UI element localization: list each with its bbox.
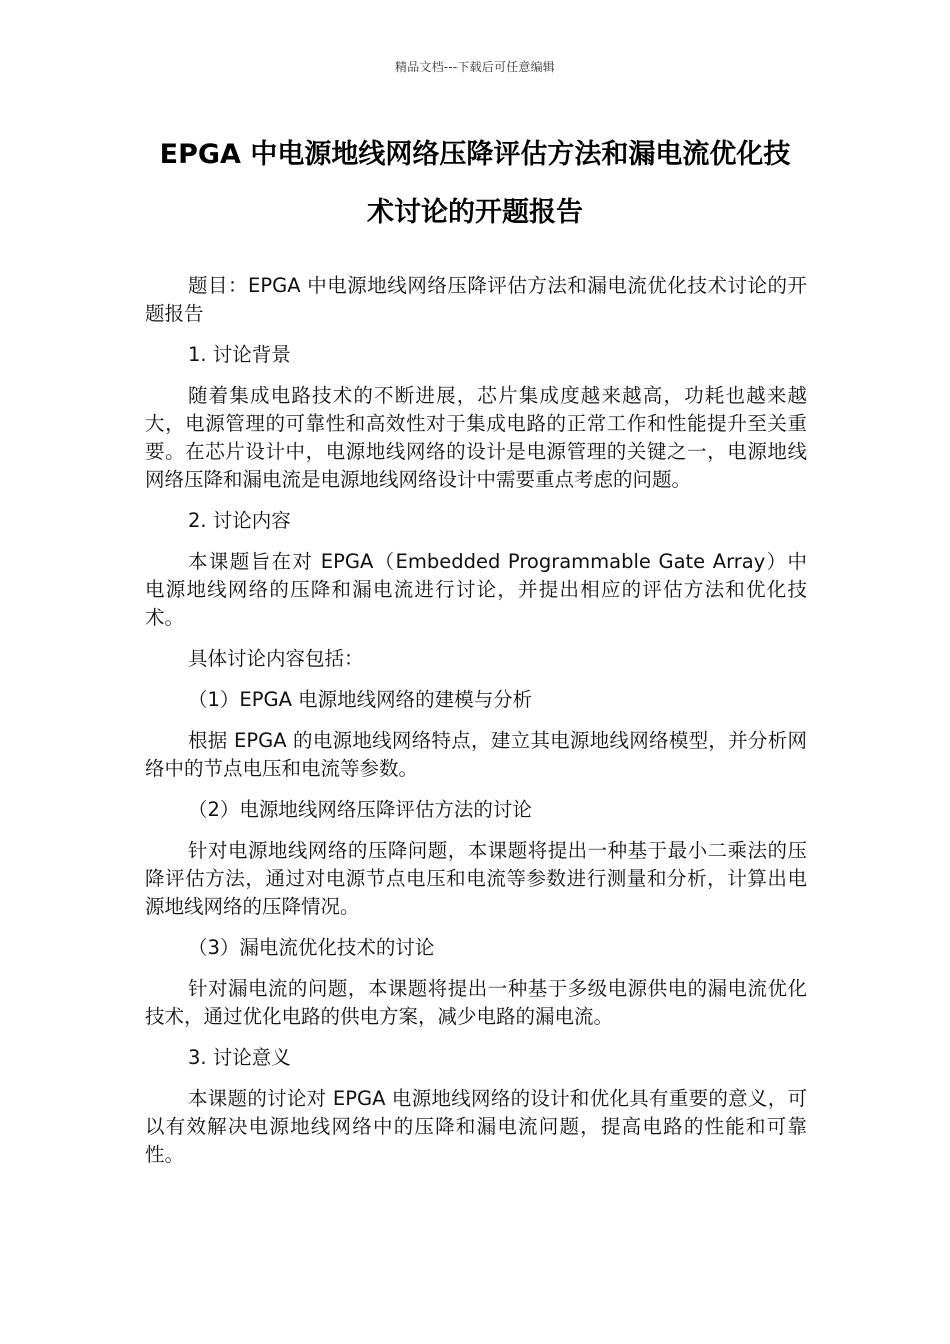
- section-heading-background: 1. 讨论背景: [188, 343, 291, 366]
- subsection-heading-3: （3）漏电流优化技术的讨论: [188, 936, 435, 959]
- subsection-heading-2: （2）电源地线网络压降评估方法的讨论: [188, 798, 532, 821]
- content-intro-paragraph: 本课题旨在对 EPGA（Embedded Programmable Gate Array）中电源地线网络的压降和漏电流进行讨论，并提出相应的评估方法和优化技术。: [145, 550, 807, 629]
- subsection-paragraph-1: 根据 EPGA 的电源地线网络特点，建立其电源地线网络模型，并分析网络中的节点电压和电流等参数。: [145, 729, 807, 780]
- document-title-line-1: EPGA 中电源地线网络压降评估方法和漏电流优化技: [159, 139, 791, 170]
- document-title-line-2: 术讨论的开题报告: [367, 197, 583, 228]
- header-note: 精品文档---下载后可任意编辑: [395, 60, 555, 74]
- background-paragraph: 随着集成电路技术的不断进展，芯片集成度越来越高，功耗也越来越大，电源管理的可靠性和高效性对于集成电路的正常工作和性能提升至关重要。在芯片设计中，电源地线网络的设计是电源管理的关键之一，电源地线网络压降和漏电流是电源地线网络设计中需要重点考虑的问题。: [145, 384, 807, 491]
- subsection-paragraph-2: 针对电源地线网络的压降问题，本课题将提出一种基于最小二乘法的压降评估方法，通过对电源节点电压和电流等参数进行测量和分析，计算出电源地线网络的压降情况。: [145, 839, 807, 918]
- subsection-heading-1: （1）EPGA 电源地线网络的建模与分析: [188, 688, 533, 711]
- topic-paragraph: 题目：EPGA 中电源地线网络压降评估方法和漏电流优化技术讨论的开题报告: [145, 274, 807, 325]
- significance-paragraph: 本课题的讨论对 EPGA 电源地线网络的设计和优化具有重要的意义，可以有效解决电源地线网络中的压降和漏电流问题，提高电路的性能和可靠性。: [145, 1087, 807, 1166]
- document-body: [145, 272, 807, 1182]
- subsection-paragraph-3: 针对漏电流的问题，本课题将提出一种基于多级电源供电的漏电流优化技术，通过优化电路的供电方案，减少电路的漏电流。: [145, 977, 807, 1028]
- content-list-intro: 具体讨论内容包括：: [188, 647, 364, 670]
- section-heading-content: 2. 讨论内容: [188, 509, 291, 532]
- section-heading-significance: 3. 讨论意义: [188, 1046, 291, 1069]
